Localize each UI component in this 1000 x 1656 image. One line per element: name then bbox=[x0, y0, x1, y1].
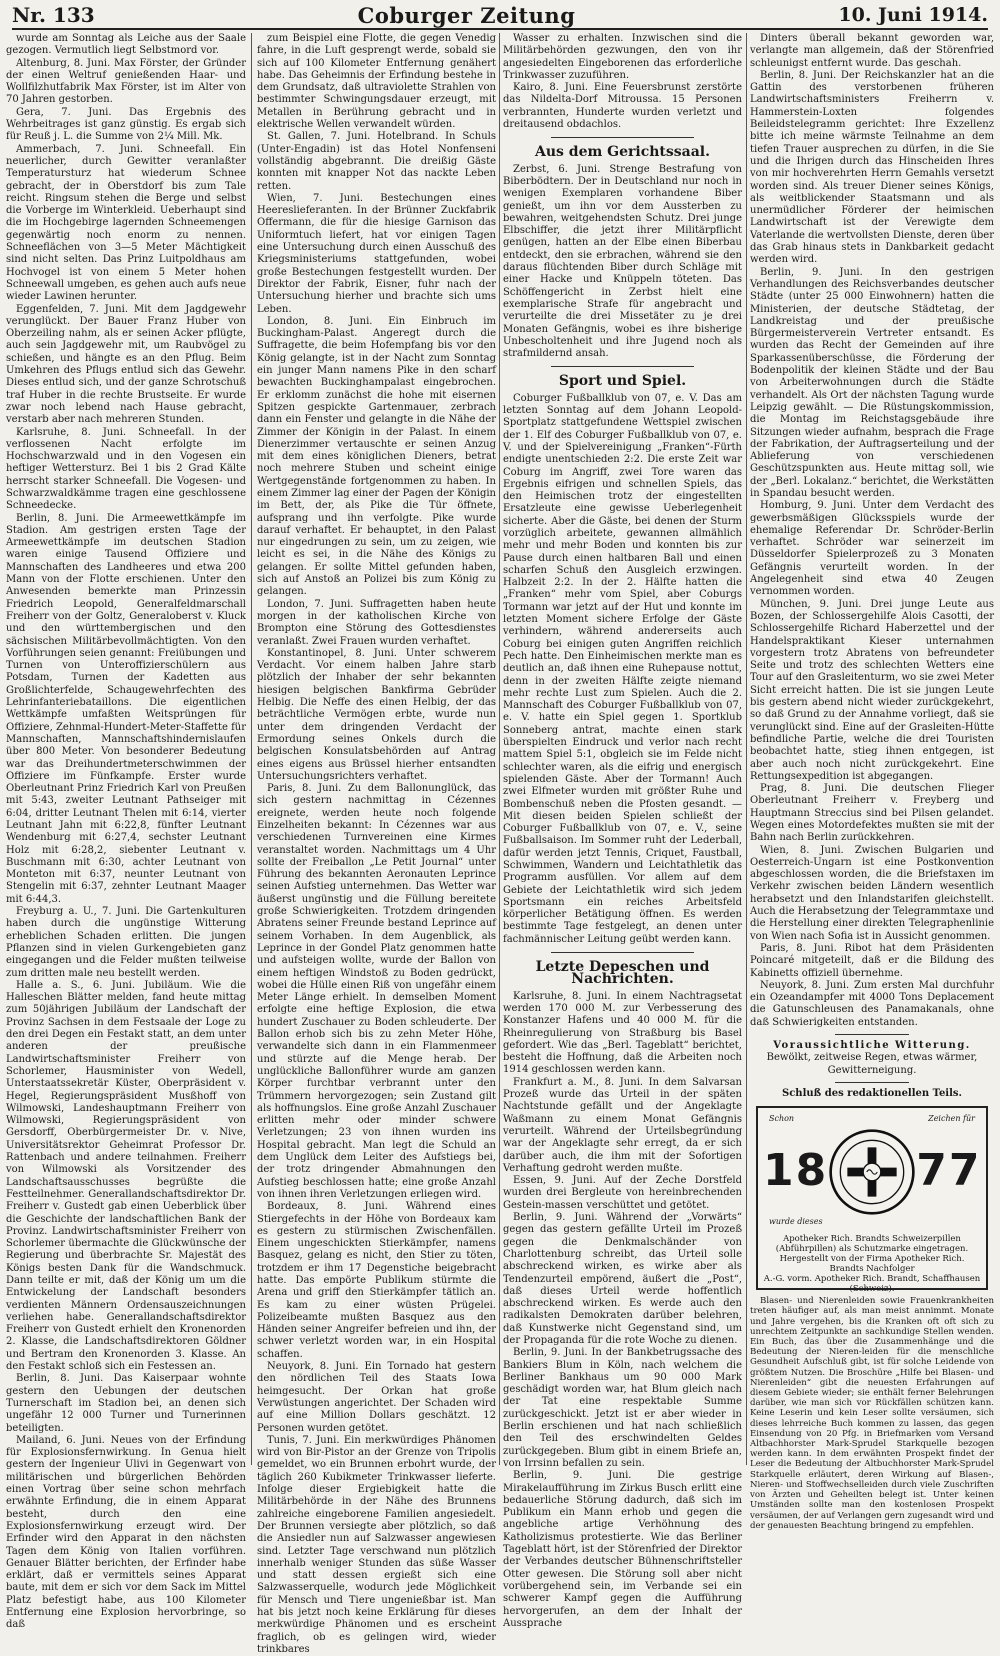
article-paragraph: Berlin, 8. Juni. Das Kaiserpaar wohnte gestern den Uebungen der deutschen Turnerschaft im Stadion bei, an denen sich ungefähr 12 000 Turner und Turnerinnen beteiligten. bbox=[6, 1373, 246, 1434]
column-rule bbox=[746, 33, 747, 1465]
issue-date: 10. Juni 1914. bbox=[838, 4, 988, 26]
article-paragraph: wurde am Sonntag als Leiche aus der Saale gezogen. Vermutlich liegt Selbstmord vor. bbox=[6, 33, 246, 57]
article-paragraph: zum Beispiel eine Flotte, die gegen Venedig fahre, in die Luft gesprengt werde, sobald sie sich auf 100 Kilometer Entfernung genähert habe. Das Geheimnis der Erfindung bestehe in dem Grundsatz, daß ultraviolette Strahlen von bestimmter Schwingungsdauer erzeugt, mit Metallen in Berührung gebracht und in elektrische Wellen verwandelt würden. bbox=[257, 33, 496, 131]
issue-number: Nr. 133 bbox=[12, 3, 95, 27]
section-heading-court: Aus dem Gerichtssaal. bbox=[534, 144, 710, 161]
ad-year-left: 18 bbox=[763, 1145, 829, 1197]
column-rule bbox=[251, 33, 252, 1465]
ad-year-row bbox=[763, 1128, 981, 1216]
article-paragraph: St. Gallen, 7. Juni. Hotelbrand. In Schuls (Unter-Engadin) ist das Hotel Nonfenseni vollständig abgebrannt. Die dreißig Gäste konnten mit knapper Not das nackte Leben retten. bbox=[257, 131, 496, 192]
section-heading-sport: Sport und Spiel. bbox=[558, 373, 687, 390]
editorial-end-note: Schluß des redaktionellen Teils. bbox=[781, 1087, 963, 1099]
column-1 bbox=[6, 33, 246, 1631]
ad-sub-row bbox=[763, 1216, 981, 1228]
newspaper-title: Coburger Zeitung bbox=[357, 2, 576, 28]
advertisement-kidney-text: Blasen- und Nierenleiden sowie Frauenkrankheiten treten häufiger auf, als man meist annimmt. Monate und Jahre vergehen, bis die Kranken oft oft sich zu unrechtem Zeitpunkte an sachkundige Stellen wenden. Ein Buch, das über die Zusammenhänge und die Bedeutung der Nieren-leiden für die menschliche Gesundheit Aufschluß gibt, ist für solche Leidende von größtem Nutzen. Die Broschüre „Hilfe bei Blasen- und Nierenleiden“ gibt die neuesten Erfahrungen auf diesem Gebiete wieder; sie enthält ferner Belehrungen darüber, wie man sich vor Rückfällen schützen kann. Keine Leserin und kein Leser sollte versäumen, sich dieses lehrreiche Buch kommen zu lassen, das gegen Einsendung von 20 Pfg. in Briefmarken vom Versand Altbachhorster Mark-Sprudel Starkquelle bezogen werden kann. In dem erwähnten Prospekt findet der Leser die Bedeutung der Altbuchhorster Mark-Sprudel Starkquelle erläutert, deren Wirkung auf Blasen-, Nieren- und Stoffwechselleiden durch viele Zuschriften von Ärzten und Geheilten belegt ist. Unter keinen Umständen sollte man den kostenlosen Prospekt versäumen, der auf Verlangen gern zugesandt wird und der genauesten Beachtung bringend zu empfehlen. bbox=[750, 1296, 994, 1531]
article-paragraph: Altenburg, 8. Juni. Max Förster, der Gründer der einen Weltruf genießenden Haar- und Wollfilzhutfabrik Max Förster, ist im Alter von 70 Jahren gestorben. bbox=[6, 57, 246, 106]
article-paragraph: Essen, 9. Juni. Auf der Zeche Dorstfeld wurden drei Bergleute von hereinbrechenden Gestein-massen verschüttet und getötet. bbox=[503, 1175, 742, 1211]
weather-heading: Voraussichtliche Witterung. bbox=[773, 1040, 971, 1052]
article-paragraph: Berlin, 9. Juni. In der Bankbetrugssache des Bankiers Blum in Köln, nach welchem die Berliner Bankhaus um 90 000 Mark geschädigt worden war, hat Blum gleich nach der Tat eine respektable Summe zurückgeschickt. Jetzt ist er aber wieder in Berlin erschienen und hat nach schließlich den Teil des erschwindelten Geldes zurückgegeben. Blum gibt in einem Briefe an, von Irrsinn befallen zu sein. bbox=[503, 1347, 742, 1469]
article-paragraph: Halle a. S., 6. Juni. Jubiläum. Wie die Halleschen Blätter melden, fand heute mittag zum 50jährigen Jubiläum der Landschaft der Provinz Sachsen in dem Festsaale der Loge zu den drei Degen ein Festakt statt, an dem unter anderen der preußische Landwirtschaftsminister Freiherr von Schorlemer, Hausminister von Wedell, Unterstaatssekretär Küster, Oberpräsident v. Hegel, Regierungspräsident Musßhoff von Wilmowski, Landeshauptmann Freiherr von Wilmowski, Regierungspräsident von Gersdorff, Oberbürgermeister Dr. v. Nive, Universitätsrektor Geheimrat Professor Dr. Rattenbach und andere teilnahmen. Freiherr von Wilmowski als Vorsitzender des Landschaftsausschusses begrüßte die Festteilnehmer. Generallandschaftsdirektor Dr. Freiherr v. Gustedt gab einen Ueberblick über die Geschichte der landschaftlichen Bank der Provinz. Landwirtschaftsminister Freiherr von Schorlemer übermachte die Glückwünsche der Regierung und überbrachte Sr. Majestät des Königs besten Dank für die Wandschmuck. Dann teilte er mit, daß der König um um die Entwickelung der Landschaft besonders verdienten Männern Ordensauszeichnungen verliehen habe. Generallandschaftsdirektor Freiherr von Gustedt erhielt den Kronenorden 2. Klasse, die Landschaftsdirektoren Göldner und Bertram den Kronenorden 3. Klasse. An den Festakt schloß sich ein Festessen an. bbox=[6, 979, 246, 1373]
ad-small-right: Zeichen für bbox=[928, 1114, 975, 1124]
ad-top-row bbox=[763, 1113, 981, 1125]
section-divider bbox=[551, 366, 694, 367]
article-paragraph: Frankfurt a. M., 8. Juni. In dem Salvarsan Prozeß wurde das Urteil in der späten Nachtstunde gefällt und der Angeklagte Waßmann zu einem Monat Gefängnis verurteilt. Während der Urteilsbegründung war der Angeklagte sehr erregt, da er sich darüber auch, die ihm mit der Sofortigen Verhaftung gedroht werden mußte. bbox=[503, 1076, 742, 1174]
section-divider bbox=[551, 137, 694, 138]
article-paragraph: Prag, 8. Juni. Die deutschen Flieger Oberleutnant Freiherr v. Freyberg und Hauptmann Streccius sind bei Pilsen gelandet. Wegen eines Motordefektes mußten sie mit der Bahn nach Berlin zurückkehren. bbox=[750, 783, 994, 844]
ad-small-left: Schon bbox=[769, 1114, 795, 1124]
column-2 bbox=[257, 33, 496, 1655]
ad-bottom-line: A.-G. vorm. Apotheker Rich. Brandt, Schaffhausen (Schweiz). bbox=[763, 1273, 981, 1294]
article-paragraph: Wien, 7. Juni. Bestechungen eines Heereslieferanten. In der Brünner Zuckfabrik Offermann, die für die hiesige Garnison das Uniformtuch liefert, hat vor einigen Tagen eine Untersuchung durch einen Ausschuß des Kriegsministeriums stattgefunden, wobei große Bestechungen festgestellt wurden. Der Direktor der Fabrik, Eisner, fuhr nach der Untersuchung hierher und brachte sich ums Leben. bbox=[257, 192, 496, 315]
article-paragraph: Neuyork, 8. Juni. Zum ersten Mal durchfuhr ein Ozeandampfer mit 4000 Tons Deplacement die Gatunschleusen des Panamakanals, ohne daß Schwierigkeiten entstanden. bbox=[750, 979, 994, 1028]
column-rule bbox=[499, 33, 500, 1465]
section-heading-latest-news: Letzte Depeschen und Nachrichten. bbox=[535, 959, 710, 988]
ad-sub-left: wurde dieses bbox=[769, 1216, 823, 1226]
article-paragraph: Eggenfelden, 7. Juni. Mit dem Jagdgewehr verunglückt. Der Bauer Franz Huber von Oberzeiling nahm, als er seinen Acker pflügte, auch sein Jagdgewehr mit, um Raubvögel zu schießen, und hängte es an den Pflug. Beim Umkehren des Pflugs entlud sich das Gewehr. Dieses entlud sich, und der ganze Schrotschuß traf Huber in die rechte Brustseite. Er wurde zwar noch lebend nach Hause gebracht, verstarb aber nach mehreren Stunden. bbox=[6, 303, 246, 426]
article-paragraph: Berlin, 8. Juni. Der Reichskanzler hat an die Gattin des verstorbenen früheren Landwirtschaftsministers Freiherrn v. Hammerstein-Loxten folgendes Beileidstelegramm gerichtet: Ihre Exzellenz bitte ich meine wärmste Teilnahme an dem tiefen Trauer ausprechen zu dürfen, in die Sie und die Ihrigen durch das Hinscheiden Ihres von mir hochverehrten Herrn Gemahls versetzt worden sind. Als treuer Diener seines Königs, als weitblickender Staatsmann und als unermüdlicher Förderer der heimischen Landwirtschaft ist der Verewigte dem Vaterlande die wertvollsten Dienste, deren über das Grab hinaus stets in Dankbarkeit gedacht werden wird. bbox=[750, 69, 994, 266]
article-paragraph: Paris, 8. Juni. Ribot hat dem Präsidenten Poincaré mitgeteilt, daß er die Bildung des Kabinetts offiziell übernehme. bbox=[750, 942, 994, 979]
section-divider bbox=[835, 1082, 908, 1083]
article-paragraph: Coburger Fußballklub von 07, e. V. Das am letzten Sonntag auf dem Johann Leopold-Sportplatz stattgefundene Wettspiel zwischen der 1. Elf des Coburger Fußballklub von 07, e. V. und der Spielvereinigung „Franken“-Fürth endigte unentschieden 2:2. Die erste Zeit war Coburg im Angriff, zwei Tore waren das Ergebnis eifrigen und schnellen Spiels, das den Heimischen trotz der eingestellten Ersatzleute eine gewisse Ueberlegenheit sicherte. Aber die Gäste, bei denen der Sturm vorzüglich arbeitete, gewannen allmählich mehr und mehr Boden und konnten bis zur Pause durch einen haltbaren Ball und einen scharfen Schuß den Ausgleich erzwingen. Halbzeit 2:2. In der 2. Hälfte hatten die „Franken“ mehr vom Spiel, aber Coburgs Tormann war jetzt auf der Hut und konnte im letzten Moment sichere Erfolge der Gäste verhindern, während andererseits auch Coburg bei einigen guten Angriffen reichlich Pech hatte. Den Einheimischen merkte man es deutlich an, daß ihnen eine Ruhepause nottut, denn in der zweiten Hälfte zeigte niemand mehr rechte Lust zum Spielen. Auch die 2. Mannschaft des Coburger Fußballklub von 07, e. V. hatte ein Spiel gegen 1. Sportklub Sonneberg antrat, machte einen stark überspielten Eindruck und verlor nach recht mattem Spiel 5:1, obgleich sie im Felde nicht schlechter waren, als die eifrig und energisch spielenden Gäste. Aber der Tormann! Auch zwei Elfmeter wurden mit größter Ruhe und Bombenschuß neben die Pfosten gesandt. — Mit diesen beiden Spielen schließt der Coburger Fußballklub von 07, e. V., seine Fußballsaison. Im Sommer ruht der Lederball, dafür werden jetzt Tennis, Criquet, Faustball, Schwimmen, Wandern und Leichtathletik das Programm ausfüllen. Vor allem auf dem Gebiete der Leichtathletik wird sich jedem Sportsmann ein reiches Arbeitsfeld körperlicher Betätigung öffnen. Es werden bestimmte Tage festgelegt, an denen unter fachmännischer Leitung geübt werden kann. bbox=[503, 392, 742, 945]
article-paragraph: Zerbst, 6. Juni. Strenge Bestrafung von Biberbödtern. Der in Deutschland nur noch in wenigen Exemplaren vorhandene Biber genießt, um ihn vor dem Aussterben zu bewahren, weitgehendsten Schutz. Drei junge Elbschiffer, die jetzt ihrer Militärpflicht genügen, hatten an der Elbe einen Biberbau entdeckt, den sie erbrachen, während sie den daraus flüchtenden Biber durch Schläge mit einer Hacke und Knüppeln töteten. Das Schöffengericht in Zerbst hielt eine exemplarische Strafe für angebracht und verurteilte die drei Missetäter zu je drei Monaten Gefängnis, wobei es ihre bisherige Unbescholtenheit und ihre Jugend noch als strafmildernd ansah. bbox=[503, 163, 742, 360]
article-paragraph: Neuyork, 8. Juni. Ein Tornado hat gestern den nördlichen Teil des Staats Iowa heimgesucht. Der Orkan hat große Verwüstungen angerichtet. Der Schaden wird auf eine Million Dollars geschätzt. 12 Personen wurden getötet. bbox=[257, 1361, 496, 1434]
column-4 bbox=[750, 33, 994, 1531]
article-paragraph: Freyburg a. U., 7. Juni. Die Gartenkulturen haben durch die ungünstige Witterung erheblichen Schaden erlitten. Die jungen Pflanzen sind in vielen Gurkengebieten ganz eingegangen und die Felder mußten teilweise zum dritten male neu bestellt werden. bbox=[6, 906, 246, 979]
ad-bottom-line: Hergestellt von der Firma Apotheker Rich. Brandts Nachfolger bbox=[779, 1253, 965, 1274]
article-paragraph: München, 9. Juni. Drei junge Leute aus Bozen, der Schlossergehilfe Alois Casotti, der Schlossergehilfe Richard Haberzettel und der Handelspraktikant Kieser unternahmen vorgestern trotz Abratens von befreundeter Seite und trotz des schlechten Wetters eine Tour auf den Grasleitenturm, wo sie zwei Meter Sicht erreicht hatten. Die ist sie jungen Leute bis gestern abend nicht wieder zurückgekehrt, so daß Grund zu der Annahme vorliegt, daß sie verunglückt sind. Eine auf der Grasleiten-Hütte befindliche Partie, welche die drei Touristen beobachtet hatte, stieg ihnen entgegen, ist aber auch noch nicht zurückgekehrt. Eine Rettungsexpedition ist abgegangen. bbox=[750, 598, 994, 782]
section-divider bbox=[551, 952, 694, 953]
article-paragraph: Mailand, 6. Juni. Neues von der Erfindung für Explosionsfernwirkung. In Genua hielt gestern der Ingenieur Ulivi in Gegenwart von militärischen und bürgerlichen Behörden einen Vortrag über seine schon mehrfach erwähnte Erfindung, die in einem Apparat besteht, durch den eine Explosionsfernwirkung erzeugt wird. Der Erfinder wird den Apparat in den nächsten Tagen dem König von Italien vorführen. Genauer Blätter berichten, der Erfinder habe erklärt, daß er vermittels seines Apparat baute, mit dem er sich vor dem Sack im Mittel Platz befestigt habe, aus 100 Kilometer Entfernung eine Explosion hervorbringe, so daß bbox=[6, 1434, 246, 1631]
article-paragraph: Karlsruhe, 8. Juni. In einem Nachtragsetat werden 170 000 M. zur Verbesserung des Konstanzer Hafens und 40 000 M. für die Rheinregulierung von Straßburg bis Basel gefordert. Wie das „Berl. Tageblatt“ berichtet, besteht die Hoffnung, daß die Arbeiten noch 1914 geschlossen werden kann. bbox=[503, 990, 742, 1076]
article-paragraph: Berlin, 9. Juni. Während der „Vorwärts“ gegen das gestern gefällte Urteil im Prozeß gegen die Denkmalschänder von Charlottenburg schreibt, das Urteil solle abschreckend wirken, es wirke aber als Tendenzurteil empörend, äußert die „Post“, daß dieses Urteil werde hoffentlich abschreckend wirken. Es werde auch den radikalsten Demokraten darüber belehren, daß Kunstwerke nicht Gegenstand sind, um der Propaganda für die rote Woche zu dienen. bbox=[503, 1212, 742, 1346]
article-paragraph: Konstantinopel, 8. Juni. Unter schwerem Verdacht. Vor einem halben Jahre starb plötzlich der Inhaber der sehr bekannten hiesigen belgischen Bankfirma Gebrüder Helbig. Die Neffe des einen Helbig, der das beträchtliche Vermögen erbte, wurde nun unter dem dringenden Verdacht der Ermordung seines Onkels durch die belgischen Konsulatsbehörden auf Antrag eines eigens aus Brüssel hierher entsandten Untersuchungsrichters verhaftet. bbox=[257, 647, 496, 782]
article-paragraph: Wasser zu erhalten. Inzwischen sind die Militärbehörden gezwungen, den von ihr angesiedelten Eingeborenen das erforderliche Trinkwasser zuzuführen. bbox=[503, 33, 742, 81]
column-3 bbox=[503, 33, 742, 1629]
article-paragraph: Berlin, 9. Juni. In den gestrigen Verhandlungen des Reichsverbandes deutscher Städte (unter 25 000 Einwohnern) hatten die Ministerien, der deutsche Städtetag, der Landkreistag und der preußische Bürgermeisterverein Vertreter entsandt. Es wurden das Recht der Gemeinden auf ihre Sparkassenüberschüsse, die Förderung der Bodenpolitik der kleinen Städte und der Bau von Arbeiterwohnungen durch die Städte verhandelt. Als Ort der nächsten Tagung wurde Leipzig gewählt. — Die Rüstungskommission, die Montag im Reichstagsgebäude ihre Sitzungen wieder aufnahm, besprach die Frage der Fabrikation, der Auftragserteilung und der Ablieferung von verschiedenen Geschützspunkten aus. Heute mittag soll, wie der „Berl. Lokalanz.“ berichtet, die Werkstätten in Spandau besucht werden. bbox=[750, 266, 994, 499]
ad-bottom-line: Apotheker Rich. Brandts Schweizerpillen (Abführpillen) als Schutzmarke eingetragen. bbox=[775, 1233, 969, 1254]
weather-forecast: Bewölkt, zeitweise Regen, etwas wärmer, Gewitterneigung. bbox=[766, 1052, 978, 1076]
masthead bbox=[12, 2, 988, 30]
article-paragraph: Bordeaux, 8. Juni. Während eines Stiergefechts in der Höhe von Bordeaux kam es gestern zu stürmischen Zwischenfällen. Einem ungeschickten Stierkämpfer, namens Basquez, gelang es nicht, den Stier zu töten, trotzdem er ihm 17 Degenstiche beigebracht hatte. Das empörte Publikum stürmte die Arena und griff den Stierkämpfer tätlich an. Es kam zu einer wüsten Prügelei. Polizeibeamte mußten Basquez aus den Händen seiner Angreifer befreien und ihn, der schwer verletzt worden war, in ein Hospital schaffen. bbox=[257, 1201, 496, 1360]
article-paragraph: Ammerbach, 7. Juni. Schneefall. Ein neuerlicher, durch Gewitter veranlaßter Temperatursturz hat wiederum Schnee gebracht, der in Oberstdorf bis zum Tale reicht. Ringsum stehen die Berge und selbst die Vorberge im Winterkleid. Ueberhaupt sind die im Hochgebirge lagernden Schneemengen gegenwärtig noch enorm zu nennen. Schneeflächen von 3—5 Meter Mächtigkeit sind nicht selten. Das Prinz Luitpoldhaus am Hochvogel ist von einem 5 Meter hohen Schneewall umgeben, es gehen auch aufs neue wieder Lawinen herunter. bbox=[6, 143, 246, 303]
section-divider bbox=[835, 1034, 908, 1035]
article-paragraph: Berlin, 9. Juni. Die gestrige Mirakelaufführung im Zirkus Busch erlitt eine bedauerliche Störung dadurch, daß sich im Publikum ein Mann erhob und gegen die angebliche artige Verhöhnung des Katholizismus protestierte. Wie das Berliner Tageblatt hört, ist der Störenfried der Direktor der Verbandes deutscher Bühnenschriftsteller Otter gewesen. Die Störung soll aber nicht vorübergehend sein, im Verbande sei ein schwerer Kampf gegen die Aufführung hervorgerufen, an dem der Inhalt der Aussprache bbox=[503, 1470, 742, 1629]
ad-year-right: 77 bbox=[916, 1145, 982, 1197]
article-paragraph: Tunis, 7. Juni. Ein merkwürdiges Phänomen wird von Bir-Pistor an der Grenze von Tripolis gemeldet, wo ein Brunnen erbohrt wurde, der täglich 260 Kubikmeter Trinkwasser lieferte. Infolge dieser Ergiebigkeit hatte die Militärbehörde in der Nähe des Brunnens zahlreiche eingeborene Familien angesiedelt. Der Brunnen versiegte aber plötzlich, so daß die Ansiedler nun auf Salzwasser angewiesen sind. Letzter Tage verschwand nun plötzlich innerhalb weniger Stunden das süße Wasser und statt dessen ergießt sich eine Salzwasserquelle, wodurch jede Möglichkeit für Mensch und Tiere ungenießbar ist. Man hat bis jetzt noch keine Erklärung für dieses merkwürdige Phänomen und es erscheint fraglich, ob es gelingen wird, wieder trinkbares bbox=[257, 1434, 496, 1655]
article-paragraph: Paris, 8. Juni. Zu dem Ballonunglück, das sich gestern nachmittag in Cézennes ereignete, werden heute noch folgende Einzelheiten bekannt: In Cézennes war aus verschiedenen Turnvereinen eine Kirmes veranstaltet worden. Nachmittags um 4 Uhr sollte der Freiballon „Le Petit Journal“ unter Führung des bekannten Aeronauten Leprince seinen Aufstieg unternehmen. Das Wetter war äußerst ungünstig und die Füllung bereitete große Schwierigkeiten. Trotzdem dringenden Abratens seiner Freunde bestand Leprince auf seinem Vorhaben. In dem Augenblick, als Leprince in der Gondel Platz genommen hatte und aufsteigen wollte, wurde der Ballon von einem heftigen Windstoß zu Boden gedrückt, wobei die Hülle einen Riß von ungefähr einem Meter Länge erhielt. In demselben Moment erfolgte eine heftige Explosion, die etwa hundert Zuschauer zu Boden schleuderte. Der Ballon erhob sich bis zu zehn Meter Höhe, verwandelte sich dann in ein Flammenmeer und stürzte auf die Menge herab. Der unglückliche Ballonführer wurde am ganzen Körper furchtbar verbrannt unter den Trümmern hervorgezogen; sein Zustand gilt als hoffnungslos. Eine große Anzahl Zuschauer erlitten mehr oder minder schwere Verletzungen; 23 von ihnen wurden ins Hospital gebracht. Man legt die Schuld an dem Unglück dem Leiter des Aufstiegs bei, der trotz dringender Abmahnungen den Aufstieg beschlossen hatte; eine große Anzahl von ihnen ihren Verletzungen erliegen wird. bbox=[257, 783, 496, 1200]
article-paragraph: London, 7. Juni. Suffragetten haben heute morgen in der katholischen Kirche von Brompton eine Störung des Gottesdienstes veranlaßt. Zwei Frauen wurden verhaftet. bbox=[257, 598, 496, 647]
article-paragraph: London, 8. Juni. Ein Einbruch im Buckingham-Palast. Angeregt durch die Suffragette, die beim Hofempfang bis vor den König gelangte, ist in der Nacht zum Sonntag ein junger Mann namens Pike in den scharf bewachten Buckinghampalast eingebrochen. Er erklomm zunächst die hohe mit eisernen Spitzen gespickte Gartenmauer, zerbrach dann ein Fenster und gelangte in die Nähe der Zimmer der Königin in der Palast. In einem Dienerzimmer vertauschte er seinen Anzug mit dem eines königlichen Dieners, betrat noch mehrere Stuben und scheint einige Wertgegenstände fortgenommen zu haben. In einem Zimmer lag einer der Pagen der Königin im Bett, der, als Pike die Tür öffnete, aufsprang und ihn verfolgte. Pike wurde darauf verhaftet. Er behauptet, in den Palast nur eingedrungen zu sein, um zu zeigen, wie leicht es sei, in die Nähe des Königs zu gelangen. Er sollte Mittel gefunden haben, sich auf Anstoß an Polizei bis zum König zu gelangen. bbox=[257, 315, 496, 598]
article-paragraph: Karlsruhe, 8. Juni. Schneefall. In der verflossenen Nacht erfolgte im Hochschwarzwald und in den Vogesen ein heftiger Wettersturz. Bei 1 bis 2 Grad Kälte herrscht starker Schneefall. Die Vogesen- und Schwarzwaldkämme tragen eine geschlossene Schneedecke. bbox=[6, 426, 246, 512]
article-paragraph: Wien, 8. Juni. Zwischen Bulgarien und Oesterreich-Ungarn ist eine Postkonvention abgeschlossen worden, die die Briefstaxen im Verkehr zwischen beiden Ländern wesentlich herabsetzt und den Inlandstarifen gleichstellt. Auch die Herabsetzung der Telegrammtaxe und die Herstellung einer direkten Telegraphenlinie von Wien nach Sofia ist in Aussicht genommen. bbox=[750, 844, 994, 942]
article-paragraph: Dinters überall bekannt geworden war, verlangte man allgemein, daß der Störenfried schleunigst entfernt wurde. Das geschah. bbox=[750, 33, 994, 69]
brandt-seal-logo bbox=[828, 1128, 916, 1216]
article-paragraph: Homburg, 9. Juni. Unter dem Verdacht des gewerbsmäßigen Glücksspiels wurde der ehemalige Referendar Dr. Schröder-Berlin verhaftet. Schröder war seinerzeit im Düsseldorfer Spielerprozeß zu 3 Monaten Gefängnis verurteilt worden. In der Angelegenheit sind etwa 40 Zeugen vernommen worden. bbox=[750, 500, 994, 598]
ad-bottom-text bbox=[763, 1234, 981, 1294]
advertisement-brandt-pills bbox=[756, 1106, 988, 1294]
article-paragraph: Berlin, 8. Juni. Die Armeewettkämpfe im Stadion. Am gestrigen ersten Tage der Armeewettkämpfe im deutschen Stadion waren einige Tausend Offiziere und Mannschaften des Landheeres und etwa 200 Mann von der Flotte erschienen. Unter den Anwesenden bemerkte man Prinzessin Friedrich Leopold, Generalfeldmarschall Freiherr von der Goltz, Generaloberst v. Kluck und den württembergischen und den sächsischen Militärbevollmächtigten. Von den Vorführungen seien genannt: Freiübungen und Turnen von Unteroffizierschülern aus Potsdam, Turnen der Kadetten aus Großlichterfelde, Schaugewehrfechten des Lehrinfanteriebataillons. Die eigentlichen Wettkämpfe umfaßten Weitsprüngen für Offiziere, Zehnmal-Hundert-Meter-Staffette für Mannschaften, Mannschaftshindernislaufen über 800 Meter. Von besonderer Bedeutung war das Dreihundertmeterschwimmen der Offiziere im Fünfkampfe. Erster wurde Oberleutnant Prinz Friedrich Karl von Preußen mit 5:43, zweiter Leutnant Pathseiger mit 6:04, dritter Leutnant Thelen mit 6:14, vierter Leutnant Jahn mit 6:22,8, fünfter Leutnant Wendenburg mit 6:27,4, sechster Leutnant Holz mit 6:28,2, siebenter Leutnant v. Buschmann mit 6:30, achter Leutnant von Monteton mit 6:37, neunter Leutnant von Stengelin mit 6:37, zehnter Leutnant Maager mit 6:44,3. bbox=[6, 512, 246, 905]
article-paragraph: Gera, 7. Juni. Das Ergebnis des Wehrbeitrages ist ganz günstig. Es ergab sich für Reuß j. L. die Summe von 2¼ Mill. Mk. bbox=[6, 106, 246, 143]
article-paragraph: Kairo, 8. Juni. Eine Feuersbrunst zerstörte das Nildelta-Dorf Mitroussa. 15 Personen verbrannten, Hunderte wurden verletzt und dreitausend obdachlos. bbox=[503, 82, 742, 131]
